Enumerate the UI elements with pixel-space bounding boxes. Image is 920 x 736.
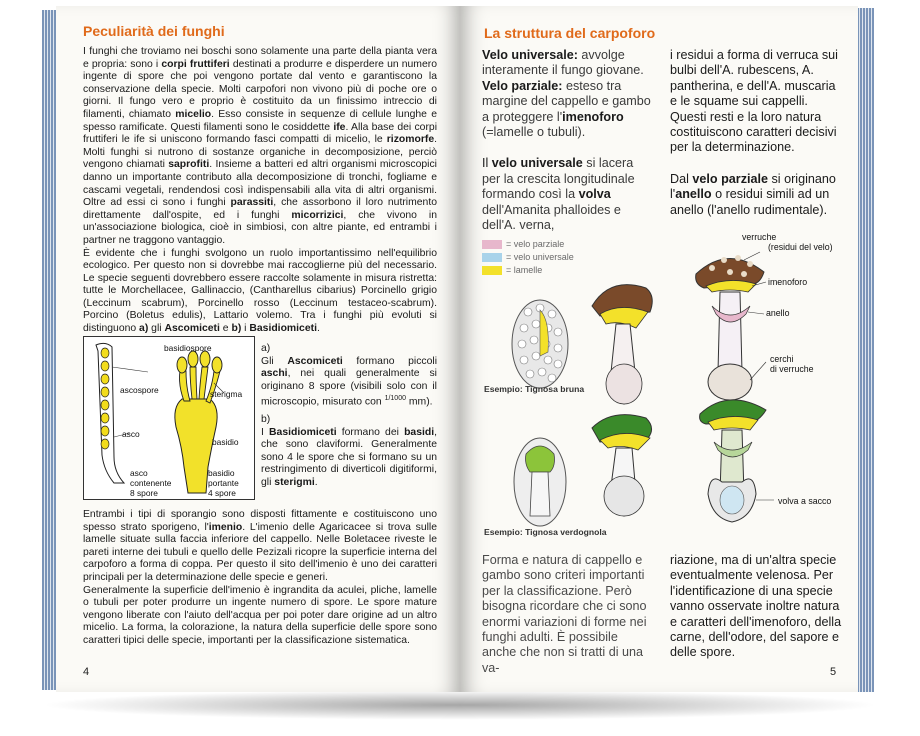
label-basidio-portante: basidio portante 4 spore: [208, 468, 239, 498]
caption-tignosa-verdognola: Esempio: Tignosa verdognola: [484, 527, 607, 537]
veli-text-column-1: Velo universale: avvolge interamente il fungo giovane. Velo parziale: esteso tra margine del cappello e gambo a proteggere l'imenoforo (=lamelle o tubuli). Il velo universale si lacera per la crescita longitudinale formando così la volva dell'Amanita phalloides e dell'A. verna,: [482, 48, 651, 233]
basidiomiceti-text: b) I Basidiomiceti formano dei basidi, che sono claviformi. Generalmente sono 4 le spore che si formano su un restringimento di diverticoli digitiformi, gli sterigmi.: [261, 414, 437, 488]
label-volva-a-sacco: volva a sacco: [778, 496, 832, 506]
label-ascospore: ascospore: [120, 385, 159, 395]
spore-figure: [83, 336, 255, 500]
right-page: [460, 6, 858, 692]
legend-velo-parziale: = velo parziale: [482, 239, 564, 249]
legend-velo-universale: = velo universale: [482, 252, 574, 262]
label-sterigma: sterigma: [210, 389, 243, 399]
label-asco: asco: [122, 429, 140, 439]
page-number-right: 5: [830, 666, 837, 678]
label-imenoforo: imenoforo: [768, 277, 808, 287]
forma-text-column-1: Forma e natura di cappello e gambo sono criteri importanti per la classificazione. Però bisogna ricordare che ci sono enormi variazioni di forme nei funghi adulti. È possibile anche che non si tratti di una va-: [482, 553, 647, 675]
label-residui-del-velo: (residui del velo): [768, 242, 833, 252]
right-page-title: La struttura del carpoforo: [484, 25, 656, 41]
label-basidio: basidio: [212, 437, 239, 447]
label-asco-contenente: asco contenente 8 spore: [130, 468, 172, 498]
caption-tignosa-bruna: Esempio: Tignosa bruna: [484, 384, 585, 394]
ascomiceti-text: a) Gli Ascomiceti formano piccoli aschi, nei quali generalmente si originano 8 spore (visibili solo con il microscopio, misurato con $^{1/1000}$ mm).: [261, 343, 438, 408]
label-cerchi: cerchi: [770, 354, 794, 364]
label-basidiospore: basidiospore: [164, 343, 212, 353]
book-shadow: [40, 690, 880, 720]
legend-lamelle: = lamelle: [482, 265, 542, 275]
left-page: [56, 6, 460, 692]
forma-text-column-2: riazione, ma di un'altra specie eventualmente velenosa. Per l'identificazione di una specie vanno osservate inoltre natura e caratteri dell'imenoforo, della carne, dell'odore, del sapore e delle spore.: [670, 553, 842, 660]
label-di-verruche: di verruche: [770, 364, 814, 374]
label-verruche: verruche: [742, 232, 777, 242]
page-number-left: 4: [83, 666, 90, 678]
left-page-title: Peculiarità dei funghi: [83, 23, 225, 39]
right-page-edges: [856, 8, 874, 692]
veli-text-column-2: i residui a forma di verruca sui bulbi dell'A. rubescens, A. pantherina, e dell'A. muscaria e le squame sui cappelli. Questi resti e la loro natura costituiscono caratteri decisivi per la determinazione. Dal velo parziale si originano l'anello o residui simili ad un anello (l'anello rudimentale).: [670, 48, 838, 217]
imenio-paragraph: Entrambi i tipi di sporangio sono disposti fittamente e costituiscono uno spesso strato sporigeno, l'imenio. L'imenio delle Agaricacee si trova sulle lamelle situate sulla faccia inferiore del cappello. Nelle Boletacee riveste le pareti interne dei tubuli e quello delle Pezizali ricopre la superficie interna del carpoforo a forma di coppa. Per questo il sito dell'imenio è uno dei caratteri principali per la determinazione delle specie e generi. Generalmente la superficie dell'imenio è ingrandita da aculei, pliche, lamelle o tubuli per poter produrre un ingente numero di spore. Le spore mature vengono liberate con l'aiuto dell'acqua per poi poter dare origine ad un altro micelio. La forma, la colorazione, la natura della superficie delle spore sono caratteri tipici delle specie, importanti per la classificazione sistematica.: [83, 509, 437, 646]
left-intro-paragraph: I funghi che troviamo nei boschi sono solamente una parte della pianta vera e propria: sono i corpi fruttiferi destinati a produrre e disperdere un numero ingente di spore che poi vengono portate dal vento e garantiscono la conservazione della specie. Molti carpofori non vivono più di poche ore o giorni. Il fungo vero e proprio è costituito da un finissimo intreccio di filamenti, chiamato micelio. Esso consiste in sequenze di cellule lunghe e spesso ramificate. Questi filamenti sono le cosiddette ife. Alla base dei corpi fruttiferi le ife si uniscono formando fasci compatti di micelio, le rizomorfe. Molti funghi si nutrono di sostanze organiche in decomposizione, perciò vengono chiamati saprofiti. Insieme a batteri ed altri organismi microscopici danno un importante contributo alla decomposizione di tronchi, fogliame e cascami vegetali, rendendosi così indispensabili alla vita di altri organismi. Oltre ad essi ci sono i funghi parassiti, che assorbono il loro nutrimento direttamente dall'ospite, ed i funghi micorrizici, che vivono in un'associazione biologica, cioè in simbiosi, con altre piante, ed entrambi i partner ne traggono vantaggio. È evidente che i funghi svolgono un ruolo importantissimo nell'equilibrio ecologico. Per questo non si dovrebbe mai raccoglierne più del necessario. Le specie seguenti dovrebbero essere raccolte solamente in misura ristretta: tutte le Morchellacee, Gallinaccio, (Cantharellus cibarius) Porcinello grigio (Leccinum scabrum), Porcinello rosso (Leccinum testaceo-scabrum). Porcino (Boletus edulis), Lattario volemo. Tra i funghi più evoluti si distinguono a) gli Ascomiceti e b) i Basidiomiceti.: [83, 46, 438, 335]
label-anello: anello: [766, 308, 790, 318]
